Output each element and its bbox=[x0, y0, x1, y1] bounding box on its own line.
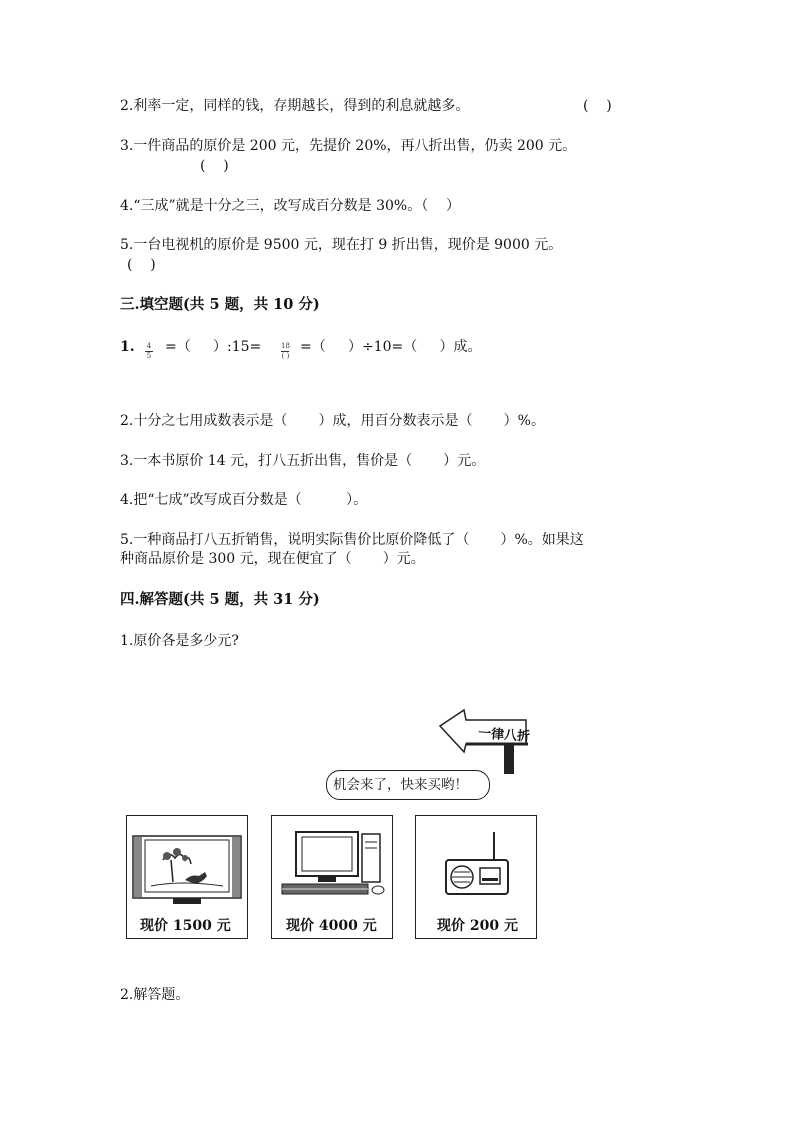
price-radio: 现价 200 元 bbox=[437, 918, 518, 934]
answer-q1: 1.原价各是多少元? bbox=[120, 633, 239, 649]
fraction-eighteen: 18 ( ) bbox=[281, 342, 290, 360]
fill-q1-part2: =（ ）÷10=（ ）成。 bbox=[300, 339, 482, 355]
judge-question-4: 4.“三成”就是十分之三，改写成百分数是 30%。（ ） bbox=[120, 198, 461, 214]
answer-paren-3: ( ) bbox=[200, 158, 229, 174]
answer-paren-5: ( ) bbox=[127, 257, 156, 273]
judge-question-5: 5.一台电视机的原价是 9500 元，现在打 9 折出售，现价是 9000 元。 bbox=[120, 237, 563, 253]
price-tv: 现价 1500 元 bbox=[140, 918, 231, 934]
fill-q4: 4.把“七成”改写成百分数是（ ）。 bbox=[120, 492, 368, 508]
judge-question-3: 3.一件商品的原价是 200 元，先提价 20%，再八折出售，仍卖 200 元。 bbox=[120, 138, 577, 154]
sign-text: 一律八折 bbox=[477, 726, 531, 745]
fill-q5-line1: 5.一种商品打八五折销售，说明实际售价比原价降低了（ ）%。如果这 bbox=[120, 532, 584, 548]
answer-q2: 2.解答题。 bbox=[120, 987, 190, 1003]
tv-icon bbox=[127, 816, 247, 906]
fill-q5-line2: 种商品原价是 300 元，现在便宜了（ ）元。 bbox=[120, 551, 425, 567]
computer-icon bbox=[272, 816, 392, 906]
fill-q3: 3.一本书原价 14 元，打八五折出售，售价是（ ）元。 bbox=[120, 453, 486, 469]
fill-q2: 2.十分之七用成数表示是（ ）成，用百分数表示是（ ）%。 bbox=[120, 413, 545, 429]
judge-question-2: 2.利率一定，同样的钱，存期越长，得到的利息就越多。 bbox=[120, 98, 470, 114]
sign-post bbox=[504, 742, 514, 774]
radio-icon bbox=[416, 816, 536, 906]
price-computer: 现价 4000 元 bbox=[286, 918, 377, 934]
fill-q1-number: 1. bbox=[120, 339, 135, 355]
speech-bubble-text: 机会来了，快来买哟！ bbox=[333, 777, 468, 793]
section-title-answer: 四.解答题(共 5 题，共 31 分) bbox=[120, 591, 320, 608]
answer-paren-2: ( ) bbox=[583, 98, 612, 114]
section-title-fill: 三.填空题(共 5 题，共 10 分) bbox=[120, 296, 320, 313]
fill-q1-part1: =（ ）:15= bbox=[165, 339, 262, 355]
fraction-four-fifths: 4 5 bbox=[146, 342, 152, 360]
